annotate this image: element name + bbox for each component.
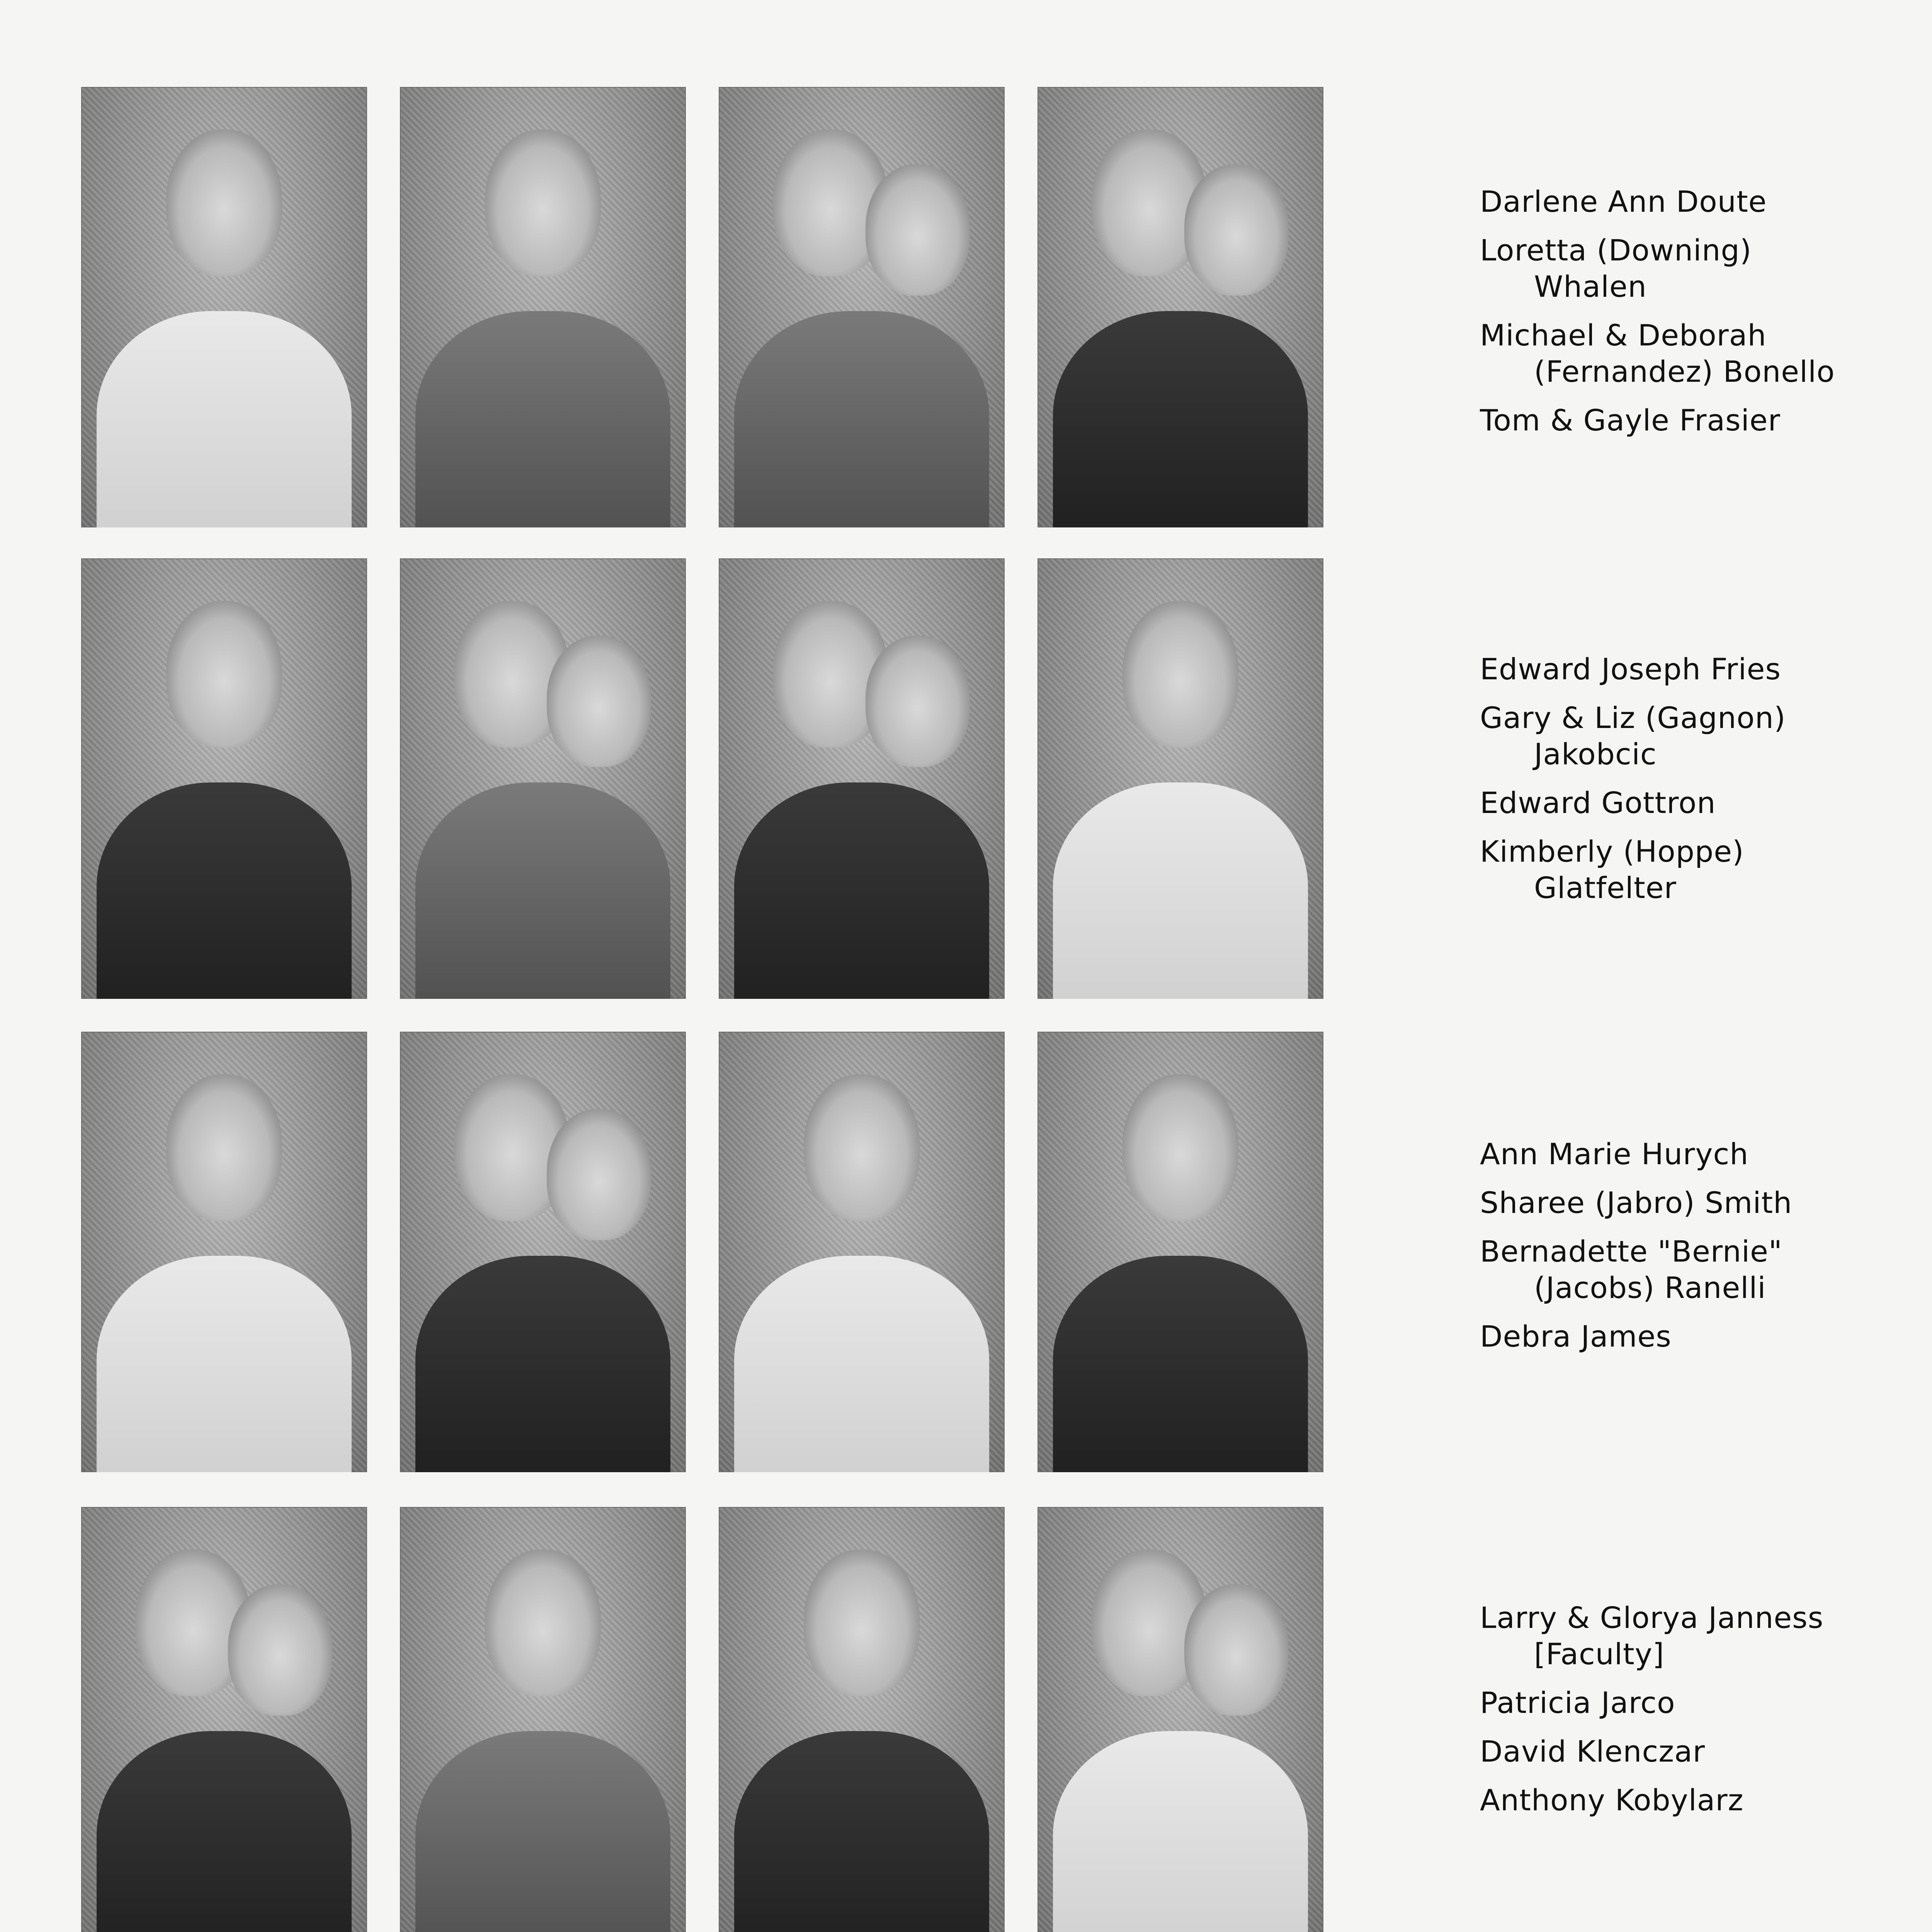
portrait-row-4 (81, 1507, 1859, 1932)
name-entry: Edward Joseph Fries (1480, 652, 1781, 686)
name-entry: Tom & Gayle Frasier (1480, 403, 1781, 437)
portrait-photo (1037, 558, 1323, 999)
name-entry: Bernadette "Bernie" (Jacobs) Ranelli (1480, 1234, 1782, 1305)
portrait-photo (81, 1032, 367, 1472)
name-entry: David Klenczar (1480, 1734, 1705, 1769)
name-entry: Debra James (1480, 1319, 1672, 1354)
portrait-photo (81, 87, 367, 527)
portrait-photo (400, 1032, 686, 1472)
portrait-photo (1037, 1507, 1323, 1932)
name-entry: Anthony Kobylarz (1480, 1783, 1744, 1817)
name-entry: Darlene Ann Doute (1480, 184, 1767, 219)
name-entry: Gary & Liz (Gagnon) Jakobcic (1480, 701, 1786, 771)
name-entry: Patricia Jarco (1480, 1685, 1675, 1720)
name-entry: Loretta (Downing) Whalen (1480, 233, 1752, 304)
names-list (1480, 1600, 1866, 1831)
portrait-photo (81, 1507, 367, 1932)
name-entry: Michael & Deborah (Fernandez) Bonello (1480, 318, 1835, 389)
portrait-photo (719, 558, 1005, 999)
portrait-photo (400, 87, 686, 527)
portrait-row-2 (81, 558, 1859, 1007)
portrait-photo (400, 558, 686, 999)
portrait-row-3 (81, 1032, 1859, 1480)
name-entry: Larry & Glorya Janness [Faculty] (1480, 1600, 1824, 1671)
names-list (1480, 1136, 1866, 1367)
portrait-photo (719, 87, 1005, 527)
portrait-photo (719, 1507, 1005, 1932)
portrait-photo (1037, 1032, 1323, 1472)
names-list (1480, 184, 1866, 451)
portrait-photo (81, 558, 367, 999)
name-entry: Ann Marie Hurych (1480, 1137, 1749, 1171)
portrait-photo (1037, 87, 1323, 527)
portrait-photo (719, 1032, 1005, 1472)
portrait-photo (400, 1507, 686, 1932)
name-entry: Edward Gottron (1480, 786, 1716, 820)
portrait-row-1 (81, 87, 1859, 535)
name-entry: Sharee (Jabro) Smith (1480, 1185, 1793, 1220)
name-entry: Kimberly (Hoppe) Glatfelter (1480, 834, 1744, 905)
names-list (1480, 651, 1866, 918)
